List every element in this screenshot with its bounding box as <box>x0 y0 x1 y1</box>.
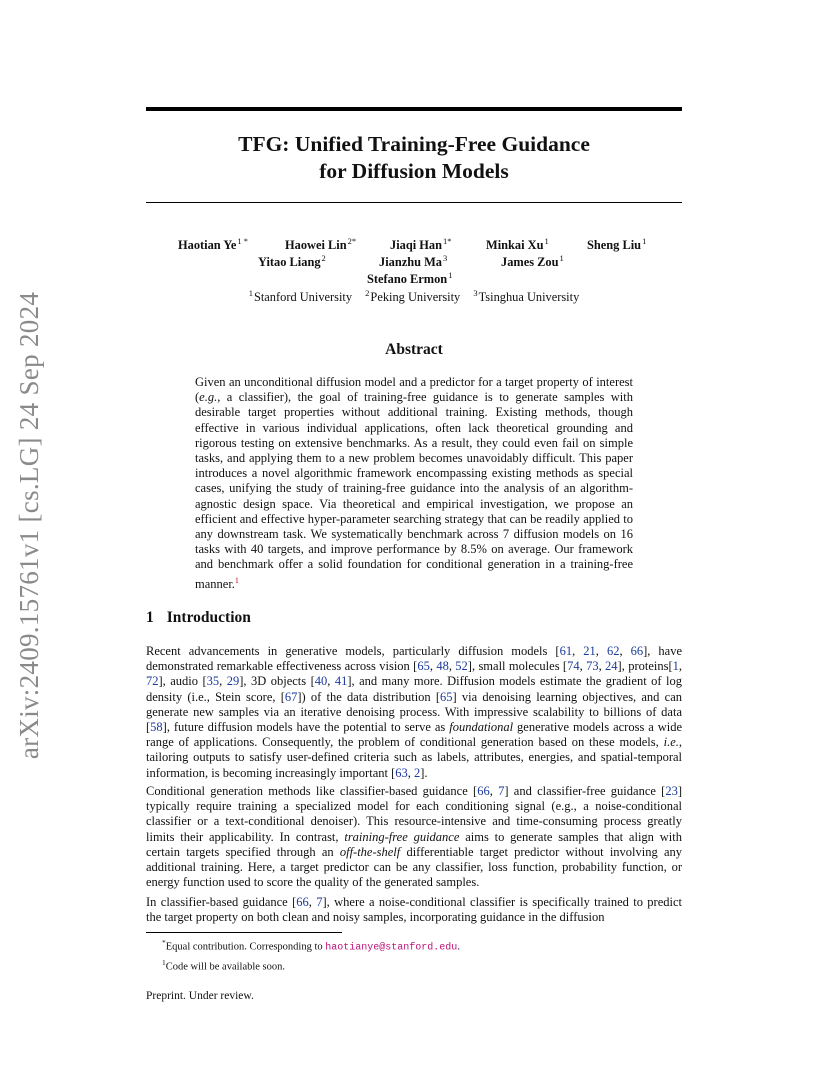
author-2: Haowei Lin$^{2*}$ <box>285 236 357 253</box>
citation-link[interactable]: 24 <box>605 659 618 674</box>
section-heading-introduction: 1 Introduction <box>146 609 251 626</box>
title-line-1: TFG: Unified Training-Free Guidance <box>238 132 590 156</box>
citation-link[interactable]: 66 <box>477 784 490 798</box>
intro-paragraph-2: Conditional generation methods like classifier-based guidance [66, 7] and classifier-free guidance [23] typically require training a specialized model for each conditioning signal (e.g., a noise-conditional classifier or a text-conditional denoiser). This resource-intensive and time-consuming process greatly limits their applicability. In contrast, training-free guidance aims to generate samples that align with certain targets specified through an off-the-shelf differentiable target predictor without involving any additional training. Here, a target predictor can be any classifier, loss function, probability function, or energy function used to score the quality of the generated samples. <box>146 784 683 890</box>
citation-link[interactable]: 73 <box>586 659 599 674</box>
footnote-link[interactable]: 1 <box>234 575 239 585</box>
author-5: Sheng Liu$^1$ <box>587 236 647 253</box>
citation-link[interactable]: 7 <box>498 784 505 798</box>
citation-link[interactable]: 23 <box>665 784 678 798</box>
author-row-3 <box>146 270 682 287</box>
citation-link[interactable]: 40 <box>314 674 328 689</box>
arxiv-id-text: arXiv:2409.15761v1 [cs.LG] 24 Sep 2024 <box>14 291 45 759</box>
citation-link[interactable]: 48 <box>436 659 449 674</box>
title-rule-top <box>146 107 682 111</box>
abstract-heading: Abstract <box>385 341 443 358</box>
citation-link[interactable]: 63 <box>395 765 408 780</box>
citation-link[interactable]: 21 <box>583 644 596 658</box>
title-rule-bottom <box>146 202 682 203</box>
author-4: Minkai Xu$^1$ <box>486 236 549 253</box>
footnote-code: $^1$Code will be available soon. <box>162 957 286 972</box>
affiliation-1: $^1$Stanford University <box>248 288 353 305</box>
citation-link[interactable]: 58 <box>150 720 163 735</box>
citation-link[interactable]: 72 <box>146 674 159 689</box>
author-3: Jiaqi Han$^{1*}$ <box>390 236 452 253</box>
citation-link[interactable]: 62 <box>606 644 620 658</box>
citation-link[interactable]: 66 <box>296 895 309 909</box>
footnote-equal-contribution: *Equal contribution. Corresponding to haotianye@stanford.edu. <box>162 938 460 954</box>
preprint-note: Preprint. Under review. <box>146 990 254 1002</box>
citation-link[interactable]: 65 <box>417 659 430 674</box>
author-row-1 <box>146 236 682 253</box>
citation-link[interactable]: 29 <box>226 674 240 689</box>
affiliations <box>146 288 682 305</box>
citation-link[interactable]: 35 <box>206 674 220 689</box>
author-6: Yitao Liang$^2$ <box>258 253 326 270</box>
citation-link[interactable]: 7 <box>316 895 323 909</box>
author-7: Jianzhu Ma$^3$ <box>379 253 448 270</box>
author-8: James Zou$^1$ <box>501 253 564 270</box>
intro-paragraph-3: In classifier-based guidance [66, 7], where a noise-conditional classifier is specifically trained to predict the target property on both clean and noisy samples, incorporating guidance in the diffusion <box>146 895 683 925</box>
citation-link[interactable]: 41 <box>334 674 348 689</box>
arxiv-side-stamp <box>2 290 58 760</box>
title-line-2: for Diffusion Models <box>319 159 509 183</box>
citation-link[interactable]: 2 <box>414 765 421 780</box>
abstract-text: Given an unconditional diffusion model and a predictor for a target property of interest (e.g., a classifier), the goal of training-free guidance is to generate samples with desirable target properties without additional training. Existing methods, though effective in various individual applications, often lack theoretical grounding and rigorous testing on extensive benchmarks. As a result, they could even fail on simple tasks, and applying them to a new problem becomes unavoidably difficult. This paper introduces a novel algorithmic framework encompassing existing methods as special cases, unifying the study of training-free guidance into the analysis of an algorithm-agnostic design space. Via theoretical and empirical investigation, we propose an efficient and effective hyper-parameter searching strategy that can be readily applied to any downstream task. We systematically benchmark across 7 diffusion models on 16 tasks with 40 targets, and improve performance by 8.5% on average. Our framework and benchmark offer a solid foundation for conditional generation in a training-free manner.$^1$ <box>195 375 633 591</box>
author-1: Haotian $Ye^{1 *}$ <box>178 236 249 253</box>
paper-title <box>146 131 682 185</box>
footnotes <box>162 936 460 974</box>
citation-link[interactable]: 61 <box>559 644 573 658</box>
intro-paragraph-1: Recent advancements in generative models, particularly diffusion models [61, 21, 62, 66], have demonstrated remarkable effectiveness across vision [65, 48, 52], small molecules [74, 73, 24], proteins[1, 72], audio [35, 29], 3D objects [40, 41], and many more. Diffusion models estimate the gradient of log density (i.e., Stein score, [67]) of the data distribution [65] via denoising learning objectives, and can generate new samples via an iterative denoising process. With impressive scalability to billions of data [58], future diffusion models have the potential to serve as foundational generative models across a wide range of applications. Consequently, the problem of conditional generation based on these models, i.e., tailoring outputs to satisfy user-defined criteria such as labels, attributes, energies, and spatial-temporal information, is becoming increasingly important [63, 2]. <box>146 644 683 780</box>
citation-link[interactable]: 66 <box>630 644 644 658</box>
citation-link[interactable]: 74 <box>567 659 580 674</box>
citation-link[interactable]: 67 <box>284 689 298 704</box>
author-row-2 <box>146 253 682 270</box>
affiliation-3: $^3$Tsinghua University <box>473 288 580 305</box>
author-9: Stefano Ermon$^1$ <box>367 270 453 287</box>
email-link[interactable]: haotianye@stanford.edu <box>325 942 458 954</box>
author-block <box>146 236 682 305</box>
citation-link[interactable]: 65 <box>440 689 453 704</box>
citation-link[interactable]: 52 <box>455 659 468 674</box>
affiliation-2: $^2$Peking University <box>365 288 461 305</box>
citation-link[interactable]: 1 <box>672 659 679 674</box>
footnote-rule <box>146 932 342 933</box>
